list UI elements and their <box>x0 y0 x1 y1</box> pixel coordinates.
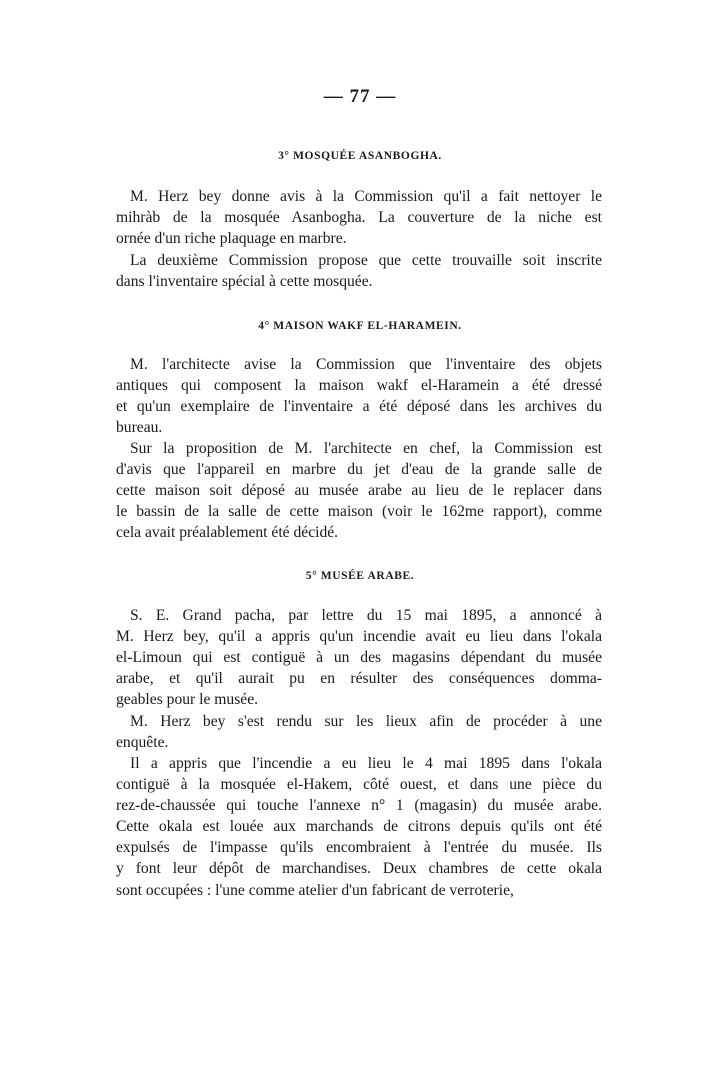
section-heading-musee-arabe: 5° MUSÉE ARABE. <box>305 570 415 582</box>
paragraph <box>116 438 602 543</box>
text-line: M. l'architecte avise la Commission que l'inventaire des objets <box>130 356 602 373</box>
page-number: — 77 — <box>323 86 397 107</box>
text-line: y font leur dépôt de marchandises. Deux chambres de cette okala <box>116 860 602 878</box>
text-line: S. E. Grand pacha, par lettre du 15 mai 1895, a annoncé à <box>130 607 602 624</box>
text-line: contiguë à la mosquée el-Hakem, côté ouest, et dans une pièce du <box>116 776 602 794</box>
paragraph <box>116 605 602 710</box>
text-line: d'avis que l'appareil en marbre du jet d'eau de la grande salle de <box>116 461 602 479</box>
text-line: mihràb de la mosquée Asanbogha. La couverture de la niche est <box>116 209 602 227</box>
paragraph <box>116 354 602 438</box>
text-line: ornée d'un riche plaquage en marbre. <box>116 230 347 248</box>
text-line: antiques qui composent la maison wakf el-Haramein a été dressé <box>116 377 602 395</box>
paragraph <box>116 711 602 753</box>
text-line: M. Herz bey donne avis à la Commission qu'il a fait nettoyer le <box>130 188 602 205</box>
text-line: expulsés de l'impasse qu'ils encombraient à l'entrée du musée. Ils <box>116 839 602 857</box>
text-line: el-Limoun qui est contiguë à un des magasins dépendant du musée <box>116 649 602 667</box>
text-line: enquête. <box>116 734 169 752</box>
section-heading-maison-wakf: 4° MAISON WAKF EL-HARAMEIN. <box>258 320 462 332</box>
paragraph <box>116 186 602 249</box>
text-line: cela avait préalablement été décidé. <box>116 524 339 542</box>
text-line: le bassin de la salle de cette maison (voir le 162me rapport), comme <box>116 503 602 521</box>
text-line: Cette okala est louée aux marchands de citrons depuis qu'ils ont été <box>116 818 602 836</box>
text-line: geables pour le musée. <box>116 691 259 709</box>
text-line: rez-de-chaussée qui touche l'annexe n° 1 (magasin) du musée arabe. <box>116 797 602 815</box>
paragraph <box>116 250 602 292</box>
text-line: cette maison soit déposé au musée arabe au lieu de le replacer dans <box>116 482 602 500</box>
paragraph <box>116 753 602 901</box>
text-line: La deuxième Commission propose que cette trouvaille soit inscrite <box>130 252 602 269</box>
text-line: dans l'inventaire spécial à cette mosquée. <box>116 273 373 291</box>
text-line: M. Herz bey s'est rendu sur les lieux afin de procéder à une <box>130 713 602 730</box>
text-line: Sur la proposition de M. l'architecte en chef, la Commission est <box>130 440 602 457</box>
text-line: arabe, et qu'il aurait pu en résulter des conséquences domma- <box>116 670 602 688</box>
text-line: M. Herz bey, qu'il a appris qu'un incendie avait eu lieu dans l'okala <box>116 628 602 646</box>
section-heading-mosquee-asanbogha: 3° MOSQUÉE ASANBOGHA. <box>278 150 442 162</box>
text-line: bureau. <box>116 419 163 437</box>
text-line: et qu'un exemplaire de l'inventaire a été déposé dans les archives du <box>116 398 602 416</box>
text-line: Il a appris que l'incendie a eu lieu le 4 mai 1895 dans l'okala <box>130 755 602 772</box>
text-line: sont occupées : l'une comme atelier d'un fabricant de verroterie, <box>116 881 514 899</box>
